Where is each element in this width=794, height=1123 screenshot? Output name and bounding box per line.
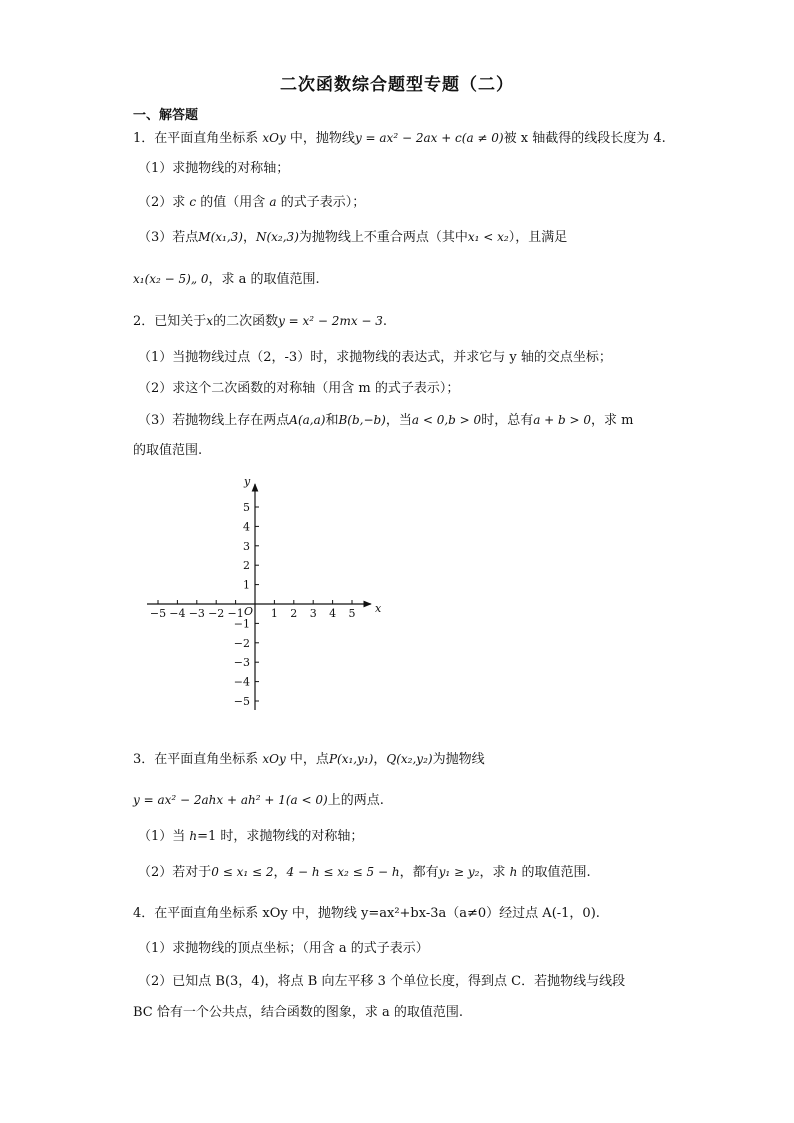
q3-part1-text: （1）当 [138, 829, 190, 844]
q2-part1: （1）当抛物线过点（2，-3）时，求抛物线的表达式，并求它与 y 轴的交点坐标； [138, 350, 612, 365]
q2-formula: y = x² − 2mx − 3 [278, 314, 383, 328]
x-tick-label: −3 [188, 607, 205, 620]
q1-formula: y = ax² − 2ax + c(a ≠ 0) [354, 131, 504, 145]
q3-stem-text-2: 中，点 [285, 752, 329, 767]
q2-part3-cont: 的取值范围. [133, 443, 203, 458]
q1-point-n: N(x₂,3) [255, 230, 299, 244]
q1-inequality: x₁(x₂ − 5)„ 0 [133, 272, 209, 286]
q1-part3-text: （3）若点 [138, 230, 199, 245]
q2-part3-text-3: 时，总有 [481, 413, 534, 428]
q3-xoy: xOy [262, 752, 286, 766]
q1-part2-text: （2）求 [138, 195, 190, 210]
x-tick-label: 2 [290, 607, 298, 620]
q2-point-b: B(b,−b) [338, 413, 386, 427]
q1-part2-text-3: 的式子表示）； [276, 195, 366, 210]
x-tick-label: 5 [348, 607, 356, 620]
q3-part2-text: （2）若对于 [138, 865, 212, 880]
q3-formula: y = ax² − 2ahx + ah² + 1(a < 0) [133, 793, 328, 807]
q3-range-x2: 4 − h ≤ x₂ ≤ 5 − h [286, 865, 400, 879]
q1-part3-text-2: 为抛物线上不重合两点（其中 [298, 230, 468, 245]
q1-stem-text: 1．在平面直角坐标系 [133, 131, 263, 146]
q3-var-h: h [189, 829, 198, 843]
x-tick-label: −2 [208, 607, 225, 620]
q3-part2-sep: ， [273, 865, 287, 880]
q4-part2: （2）已知点 B(3，4)，将点 B 向左平移 3 个单位长度，得到点 C．若抛物线与线段 [138, 974, 626, 989]
q2-stem-text: 2．已知关于 [133, 314, 207, 329]
q3-point-q: Q(x₂,y₂) [386, 752, 433, 766]
q3-var-h-2: h [509, 865, 518, 879]
q2-var-x: x [206, 314, 214, 328]
y-tick-label: −2 [233, 636, 250, 650]
q2-part3-and: 和 [325, 413, 339, 428]
y-tick-label: −4 [233, 675, 250, 689]
q3-part2-text-2: ，都有 [399, 865, 439, 880]
q3-part2-text-4: 的取值范围. [517, 865, 591, 880]
y-tick-label: 3 [243, 539, 250, 553]
y-tick-label: 1 [243, 578, 250, 592]
y-tick-label: −3 [233, 656, 250, 670]
q3-part1-text-2: =1 时，求抛物线的对称轴； [197, 829, 364, 844]
x-tick-label: −5 [149, 607, 167, 620]
section-heading: 一、解答题 [133, 108, 199, 123]
q2-condition: a < 0,b > 0 [411, 413, 482, 427]
q2-sum-condition: a + b > 0 [533, 413, 592, 427]
page-title: 二次函数综合题型专题（二） [280, 75, 514, 95]
q3-condition-y: y₁ ≥ y₂ [438, 865, 480, 879]
y-axis-label: y [244, 475, 251, 488]
x-tick-label: 4 [329, 607, 337, 620]
q3-part2 [138, 863, 591, 882]
q2-part3-text-4: ，求 m [591, 413, 634, 428]
q3-formula-line [133, 791, 384, 810]
q1-part3-sep: ， [242, 230, 256, 245]
q1-stem-text-2: 中，抛物线 [285, 131, 355, 146]
q1-condition: x₁ < x₂ [467, 230, 509, 244]
q3-point-p: P(x₁,y₁) [328, 752, 374, 766]
x-axis-label: x [375, 602, 382, 615]
q1-stem-text-3: 被 x 轴截得的线段长度为 4. [503, 131, 666, 146]
x-tick-label: 3 [309, 607, 317, 620]
x-tick-label: −1 [227, 607, 244, 620]
q3-range-x1: 0 ≤ x₁ ≤ 2 [211, 865, 274, 879]
q1-part3-text-3: ），且满足 [508, 230, 568, 245]
origin-label: O [244, 605, 254, 618]
y-tick-label: −5 [233, 695, 250, 708]
q1-part3-cont-text: ，求 a 的取值范围. [208, 272, 320, 287]
q2-part2: （2）求这个二次函数的对称轴（用含 m 的式子表示）； [138, 381, 460, 396]
q4-part1: （1）求抛物线的顶点坐标；（用含 a 的式子表示） [138, 941, 429, 956]
q1-xoy: xOy [262, 131, 286, 145]
q1-var-a: a [269, 195, 277, 209]
q2-point-a: A(a,a) [289, 413, 326, 427]
x-tick-label: −4 [169, 607, 186, 620]
q1-part1: （1）求抛物线的对称轴； [138, 161, 290, 176]
q1-var-c: c [189, 195, 197, 209]
y-tick-label: 5 [243, 501, 250, 514]
q1-point-m: M(x₁,3) [198, 230, 243, 244]
q3-stem-sep: ， [373, 752, 387, 767]
q4-stem: 4．在平面直角坐标系 xOy 中，抛物线 y=ax²+bx-3a（a≠0）经过点 A(-1，0). [133, 906, 600, 921]
q3-stem-text-3: 为抛物线 [432, 752, 485, 767]
q3-part1 [138, 827, 363, 846]
q3-stem [133, 750, 485, 769]
q1-part2-text-2: 的值（用含 [196, 195, 270, 210]
y-tick-label: 4 [243, 520, 250, 534]
y-tick-label: 2 [243, 559, 250, 573]
q4-part2-cont: BC 恰有一个公共点，结合函数的图象，求 a 的取值范围. [133, 1005, 464, 1020]
q2-part3-text: （3）若抛物线上存在两点 [138, 413, 290, 428]
q2-stem-text-2: 的二次函数 [213, 314, 279, 329]
q3-formula-text: 上的两点. [327, 793, 384, 808]
q2-part3-text-2: ，当 [385, 413, 412, 428]
x-tick-label: 1 [270, 607, 278, 620]
y-tick-label: −1 [233, 617, 250, 631]
q3-part2-text-3: ，求 [479, 865, 510, 880]
q2-stem-text-3: . [382, 314, 388, 329]
q3-stem-text: 3．在平面直角坐标系 [133, 752, 263, 767]
